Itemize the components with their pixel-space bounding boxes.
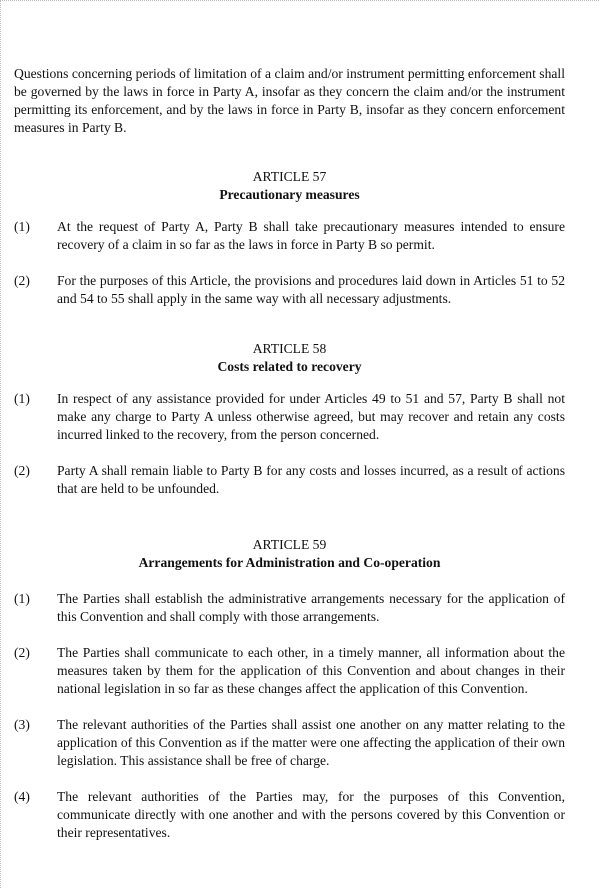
article-title: Arrangements for Administration and Co-operation bbox=[138, 555, 441, 570]
item-text: At the request of Party A, Party B shall take precautionary measures intended to ensure recovery of a claim in so far as the laws in force in Party B so permit. bbox=[57, 219, 565, 252]
item-number: (1) bbox=[14, 591, 30, 606]
article-number: ARTICLE 57 bbox=[252, 169, 327, 184]
article-59 bbox=[14, 536, 565, 572]
article-number: ARTICLE 59 bbox=[252, 537, 327, 552]
list-item bbox=[14, 272, 565, 308]
item-text: For the purposes of this Article, the provisions and procedures laid down in Articles 51 to 52 and 54 to 55 shall apply in the same way with all necessary adjustments. bbox=[57, 273, 565, 306]
document-page bbox=[14, 65, 565, 842]
intro-paragraph: Questions concerning periods of limitation of a claim and/or instrument permitting enforcement shall be governed by the laws in force in Party A, insofar as they concern the claim and/or the instrument permitting its enforcement, and by the laws in force in Party B, insofar as they concern enforcement measures in Party B. bbox=[14, 66, 565, 135]
item-number: (1) bbox=[14, 391, 30, 406]
list-item bbox=[14, 462, 565, 498]
item-number: (2) bbox=[14, 273, 30, 288]
item-number: (1) bbox=[14, 219, 30, 234]
item-text: The relevant authorities of the Parties may, for the purposes of this Convention, communicate directly with one another and with the persons covered by this Convention or their representatives. bbox=[57, 789, 565, 840]
list-item bbox=[14, 788, 565, 842]
item-text: In respect of any assistance provided for under Articles 49 to 51 and 57, Party B shall not make any charge to Party A unless otherwise agreed, but may recover and retain any costs incurred linked to the recovery, from the person concerned. bbox=[57, 391, 565, 442]
list-item bbox=[14, 644, 565, 698]
list-item bbox=[14, 390, 565, 444]
item-text: The Parties shall establish the administrative arrangements necessary for the application of this Convention and shall comply with those arrangements. bbox=[57, 591, 565, 624]
item-text: The Parties shall communicate to each other, in a timely manner, all information about the measures taken by them for the application of this Convention and about changes in their national legislation in so far as these changes affect the application of this Convention. bbox=[57, 645, 565, 696]
list-item bbox=[14, 218, 565, 254]
item-number: (4) bbox=[14, 789, 30, 804]
list-item bbox=[14, 590, 565, 626]
article-58 bbox=[14, 340, 565, 376]
item-number: (2) bbox=[14, 463, 30, 478]
item-number: (2) bbox=[14, 645, 30, 660]
item-number: (3) bbox=[14, 717, 30, 732]
item-text: The relevant authorities of the Parties shall assist one another on any matter relating to the application of this Convention as if the matter were one affecting the application of their own legislation. This assistance shall be free of charge. bbox=[57, 717, 565, 768]
article-title: Costs related to recovery bbox=[217, 359, 362, 374]
article-number: ARTICLE 58 bbox=[252, 341, 327, 356]
article-title: Precautionary measures bbox=[219, 187, 360, 202]
item-text: Party A shall remain liable to Party B for any costs and losses incurred, as a result of actions that are held to be unfounded. bbox=[57, 463, 565, 496]
article-57 bbox=[14, 168, 565, 204]
list-item bbox=[14, 716, 565, 770]
